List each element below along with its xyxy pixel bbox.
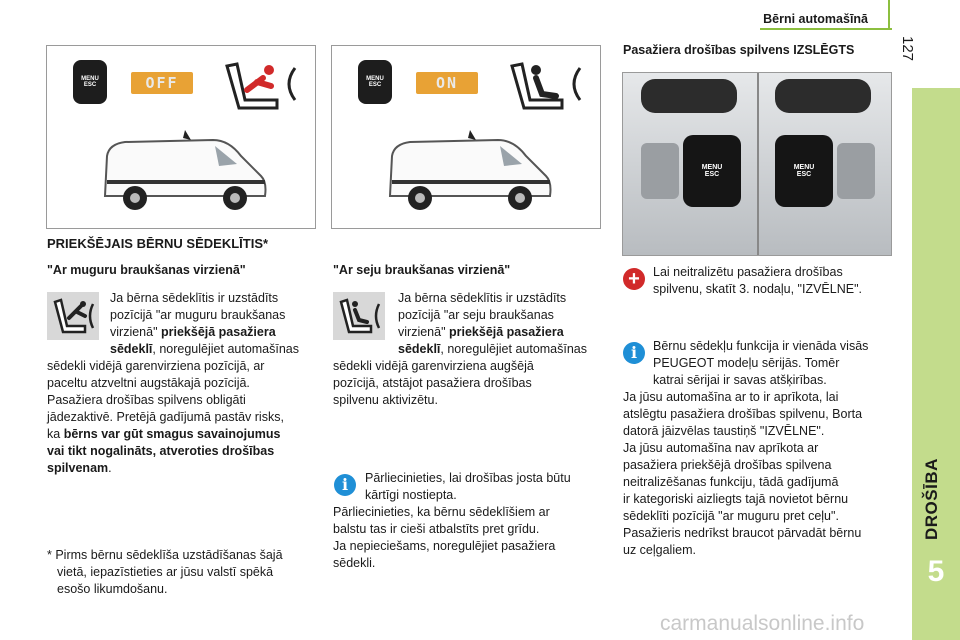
body-line: datorā jāizvēlas taustiņš "IZVĒLNE". (623, 424, 825, 438)
plus-icon: + (623, 268, 645, 290)
crossref-line: spilvenu, skatīt 3. nodaļu, "IZVĒLNE". (653, 282, 862, 296)
forward-facing-line: spilvenu aktivizētu. (333, 393, 438, 407)
airbag-status-display: ON (416, 72, 478, 94)
forward-facing-line: Ja bērna sēdeklītis ir uzstādīts (398, 291, 567, 305)
rear-facing-line: Ja bērna sēdeklītis ir uzstādīts (110, 291, 279, 305)
van-illustration (380, 126, 560, 222)
forward-facing-child-seat-icon (333, 292, 385, 340)
forward-facing-seat-icon (502, 56, 592, 116)
body-line: ir kategoriski aizliegts tajā novietot bērnu (623, 492, 849, 506)
airbag-status-display: OFF (131, 72, 193, 94)
running-header: Bērni automašīnā (763, 12, 868, 26)
info-line: PEUGEOT modeļu sērijās. Tomēr (653, 356, 840, 370)
info-line: Pārliecinieties, lai drošības josta būtu (365, 471, 571, 485)
info-line: katrai sērijai ir savas atšķirības. (653, 373, 827, 387)
instrument-cluster (641, 79, 737, 113)
body-line: Ja jūsu automašīna nav aprīkota ar (623, 441, 819, 455)
body-line: atslēgtu pasažiera drošības spilvenu, Borta (623, 407, 863, 421)
rear-facing-heading: "Ar muguru braukšanas virzienā" (47, 263, 246, 277)
rear-facing-line: sēdeklī, noregulējiet automašīnas (110, 342, 300, 356)
body-line: pasažiera priekšējā drošības spilvena (623, 458, 832, 472)
body-line: Ja jūsu automašīna ar to ir aprīkota, lai (623, 390, 839, 404)
menu-esc-button: MENU ESC (683, 135, 741, 207)
menu-esc-button-icon: MENU ESC (73, 60, 107, 104)
info-line: kārtīgi nostiepta. (365, 488, 457, 502)
forward-facing-line: virzienā" priekšējā pasažiera (398, 325, 564, 339)
airbag-off-heading: Pasažiera drošības spilvens IZSLĒGTS (623, 43, 855, 57)
info-line: Ja nepieciešams, noregulējiet pasažiera (333, 539, 556, 553)
crossref-line: Lai neitralizētu pasažiera drošības (653, 265, 843, 279)
info-icon: i (623, 342, 645, 364)
forward-facing-line: sēdeklī, noregulējiet automašīnas (398, 342, 588, 356)
menu-esc-button: MENU ESC (775, 135, 833, 207)
rear-facing-line: sēdekli vidējā garenvirziena pozīcijā, ar (47, 359, 265, 373)
body-line: Pasažieris nedrīkst braucot pārvadāt bērnu (623, 526, 862, 540)
rear-facing-line: pozīcijā "ar muguru braukšanas (110, 308, 286, 322)
rear-facing-line: Pasažiera drošības spilvens obligāti (47, 393, 246, 407)
forward-facing-line: pozīcijā, atstājot pasažiera drošības (333, 376, 532, 390)
switch-panel (641, 143, 679, 199)
rear-facing-line: jādezaktivē. Pretējā gadījumā pastāv risks, (47, 410, 284, 424)
footnote-line: * Pirms bērnu sēdeklīša uzstādīšanas šajā (47, 548, 283, 562)
switch-panel (837, 143, 875, 199)
info-line: Pārliecinieties, ka bērnu sēdeklīšiem ar (333, 505, 550, 519)
chapter-number: 5 (927, 555, 945, 588)
body-line: neitralizēšanas funkciju, tādā gadījumā (623, 475, 839, 489)
figure-airbag-on (331, 45, 601, 229)
figure-airbag-off (46, 45, 316, 229)
rear-facing-child-seat-icon (47, 292, 99, 340)
forward-facing-line: pozīcijā "ar seju braukšanas (398, 308, 554, 322)
chapter-tab-label: DROŠĪBA (922, 458, 941, 540)
rear-facing-line: spilvenam. (47, 461, 112, 475)
info-line: Bērnu sēdekļu funkcija ir vienāda visās (653, 339, 869, 353)
header-rule (760, 28, 892, 30)
info-line: balstu tas ir cieši atbalstīts pret grīdu. (333, 522, 540, 536)
rear-facing-seat-icon (217, 56, 307, 116)
rear-facing-line: paceltu atzveltni augstākajā pozīcijā. (47, 376, 250, 390)
header-divider (888, 0, 890, 30)
dashboard-photo (622, 72, 892, 256)
rear-facing-line: ka bērns var gūt smagus savainojumus (47, 427, 281, 441)
section-title: PRIEKŠĒJAIS BĒRNU SĒDEKLĪTIS* (47, 236, 269, 251)
rear-facing-line: vai tikt nogalināts, atveroties drošības (47, 444, 275, 458)
footnote-line: vietā, iepazīstieties ar jūsu valstī spēkā (57, 565, 274, 579)
body-line: sēdeklīti pozīcijā "ar muguru pret ceļu". (623, 509, 839, 523)
rear-facing-line: virzienā" priekšējā pasažiera (110, 325, 276, 339)
instrument-cluster (775, 79, 871, 113)
info-line: sēdekli. (333, 556, 376, 570)
watermark: carmanualsonline.info (660, 612, 865, 635)
info-icon: i (334, 474, 356, 496)
body-line: uz ceļgaliem. (623, 543, 696, 557)
forward-facing-line: sēdekli vidējā garenvirziena augšējā (333, 359, 534, 373)
footnote-line: esošo likumdošanu. (57, 582, 168, 596)
forward-facing-heading: "Ar seju braukšanas virzienā" (333, 263, 511, 277)
van-illustration (95, 126, 275, 222)
page-number: 127 (899, 36, 916, 62)
menu-esc-button-icon: MENU ESC (358, 60, 392, 104)
